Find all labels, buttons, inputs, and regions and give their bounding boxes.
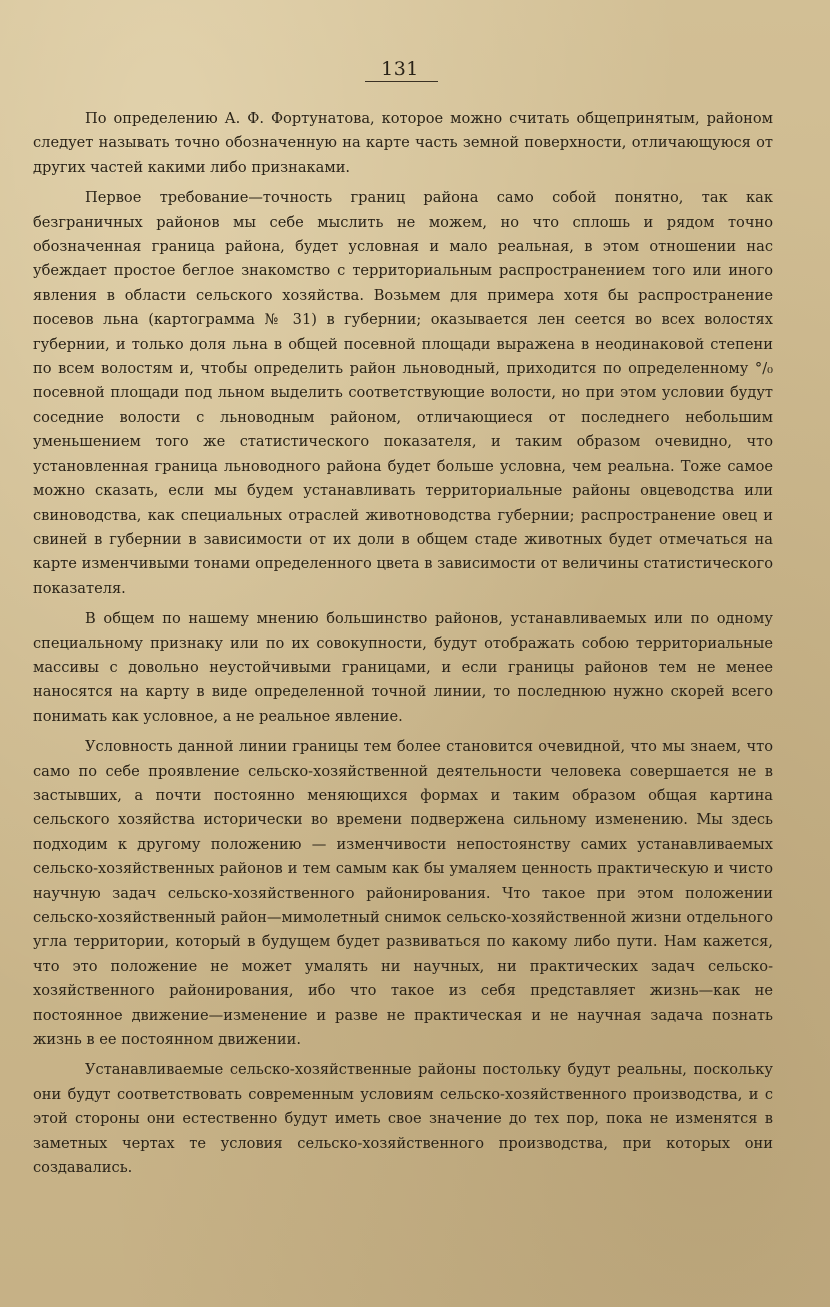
paragraph-5: Устанавливаемые сельско-хозяйственные районы постольку будут реальны, поскольку они будут соответствовать современным условиям сельско-хозяйственного производства, и с этой стороны они естественно будут иметь свое значение до тех пор, пока не изменятся в заметных чертах те условия сельско-хозяйственного производства, при которых они создавались. [33,1061,773,1177]
paragraph-4: Условность данной линии границы тем более становится очевидной, что мы знаем, что само по себе проявление сельско-хозяйственной деятельности человека совершается не в застывших, а почти постоянно меняющихся формах и таким образом общая картина сельского хозяйства исторически во времени подвержена сильному изменению. Мы здесь подходим к другому положению — изменчивости непостоянству самих устанавливаемых сельско-хозяйственных районов и тем самым как бы умаляем ценность практическую и чисто научную задач сельско-хозяйственного районирования. Что такое при этом положении сельско-хозяйственный район—мимолетный снимок сельско-хозяйственной жизни отдельного угла территории, который в будущем будет развиваться по какому либо пути. Нам кажется, что это положение не может умалять ни научных, ни практических задач сельско-хозяйственного районирования, ибо что такое из себя представляет жизнь—как не постоянное движение—изменение и разве не практическая и не научная задача познать жизнь в ее постоянном движении. [33,738,773,1049]
body-text [33,107,773,1180]
paragraph-3: В общем по нашему мнению большинство районов, устанавливаемых или по одному специальному признаку или по их совокупности, будут отображать собою территориальные массивы с довольно неустойчивыми границами, и если границы районов тем не менее наносятся на карту в виде определенной точной линии, то последнюю нужно скорей всего понимать как условное, а не реальное явление. [33,610,773,725]
paragraph-1: По определению А. Ф. Фортунатова, которое можно считать общепринятым, районом следует называть точно обозначенную на карте часть земной поверхности, отличающуюся от других частей какими либо признаками. [33,110,773,176]
page-number-rule [365,81,438,82]
page-number: 131 [381,58,419,80]
paragraph-2: Первое требование—точность границ района само собой понятно, так как безграничных районов мы себе мыслить не можем, но что сплошь и рядом точно обозначенная граница района, будет условная и мало реальная, в этом отношении нас убеждает простое беглое знакомство с территориальным распространением того или иного явления в области сельского хозяйства. Возьмем для примера хотя бы распространение посевов льна (картограмма № 31) в губернии; оказывается лен сеется во всех волостях губернии, и только доля льна в общей посевной площади выражена в неодинаковой степени по всем волостям и, чтобы определить район льноводный, приходится по определенному °/₀ посевной площади под льном выделить соответствующие волости, но при этом условии будут соседние волости с льноводным районом, отличающиеся от последнего небольшим уменьшением того же статистического показателя, и таким образом очевидно, что установленная граница льноводного района будет больше условна, чем реальна. Тоже самое можно сказать, если мы будем устанавливать территориальные районы овцеводства или свиноводства, как специальных отраслей животноводства губернии; распространение овец и свиней в губернии в зависимости от их доли в общем стаде животных будет отмечаться на карте изменчивыми тонами определенного цвета в зависимости от величины статистического показателя. [33,189,773,597]
